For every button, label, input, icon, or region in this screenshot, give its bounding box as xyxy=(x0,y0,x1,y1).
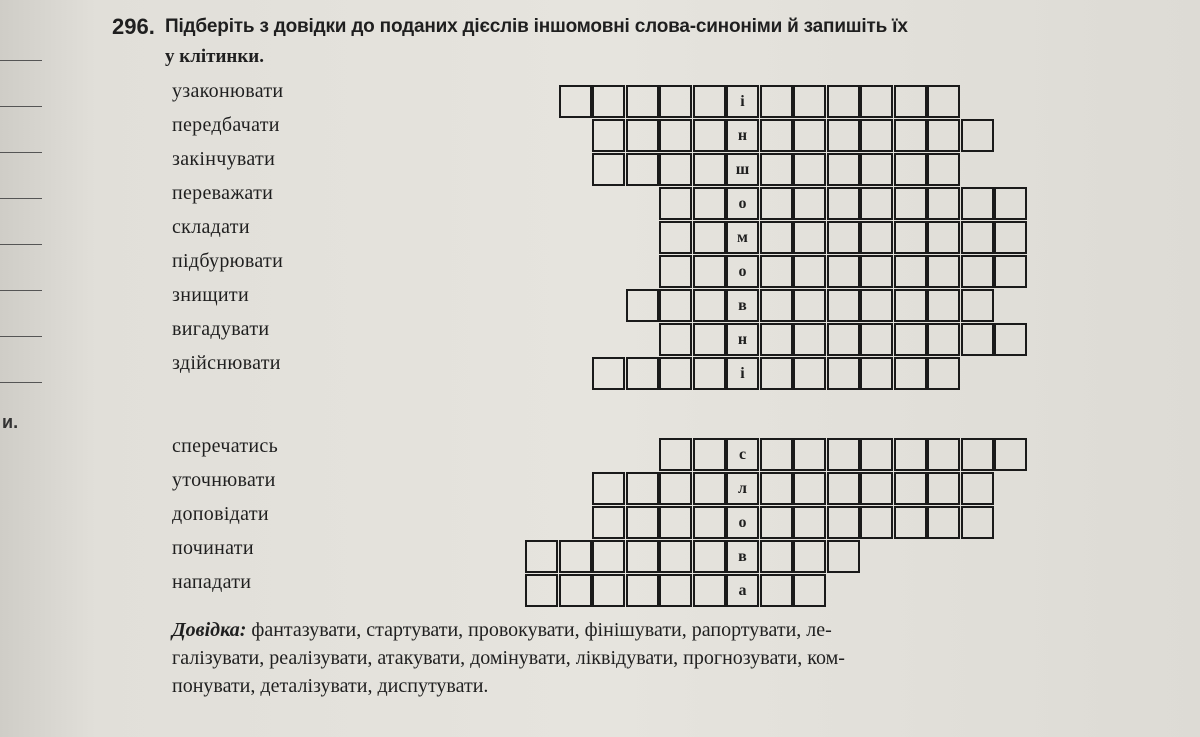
answer-cell[interactable] xyxy=(659,357,692,390)
answer-cell[interactable] xyxy=(927,255,960,288)
answer-cell[interactable] xyxy=(626,472,659,505)
answer-cell[interactable] xyxy=(760,153,793,186)
answer-cell[interactable] xyxy=(693,187,726,220)
answer-cell[interactable] xyxy=(927,472,960,505)
answer-cell[interactable] xyxy=(793,472,826,505)
answer-cell[interactable] xyxy=(927,438,960,471)
verb-label: нападати xyxy=(172,571,252,593)
answer-cell[interactable] xyxy=(827,85,860,118)
answer-cell[interactable] xyxy=(927,187,960,220)
answer-cell[interactable] xyxy=(827,255,860,288)
answer-cell[interactable] xyxy=(760,506,793,539)
answer-cell[interactable] xyxy=(659,289,692,322)
answer-cell[interactable] xyxy=(927,85,960,118)
verb-label: уточнювати xyxy=(172,469,276,491)
answer-cell[interactable] xyxy=(760,357,793,390)
answer-cell[interactable] xyxy=(592,472,625,505)
reference-line1: фантазувати, стартувати, провокувати, фінішувати, рапортувати, ле- xyxy=(251,619,832,641)
answer-cell[interactable] xyxy=(693,255,726,288)
answer-cell[interactable] xyxy=(994,221,1027,254)
answer-cell[interactable] xyxy=(592,574,625,607)
answer-cell[interactable] xyxy=(827,289,860,322)
answer-cell[interactable] xyxy=(927,357,960,390)
answer-cell[interactable] xyxy=(592,357,625,390)
answer-cell[interactable] xyxy=(894,119,927,152)
answer-cell[interactable] xyxy=(994,323,1027,356)
answer-cell[interactable] xyxy=(659,221,692,254)
task-text-line1: Підберіть з довідки до поданих дієслів іншомовні слова-синоніми й запишіть їх xyxy=(165,16,908,37)
reference-label: Довідка: xyxy=(172,619,247,641)
answer-cell[interactable] xyxy=(793,187,826,220)
answer-cell[interactable] xyxy=(760,119,793,152)
verb-label: сперечатись xyxy=(172,435,278,457)
reference-block xyxy=(172,616,1132,700)
answer-cell[interactable] xyxy=(827,472,860,505)
exercise-number: 296. xyxy=(112,14,155,39)
answer-cell[interactable] xyxy=(626,119,659,152)
answer-cell[interactable] xyxy=(793,540,826,573)
answer-cell[interactable] xyxy=(760,323,793,356)
answer-cell[interactable] xyxy=(760,472,793,505)
answer-cell[interactable] xyxy=(659,506,692,539)
answer-cell[interactable] xyxy=(793,506,826,539)
answer-cell[interactable] xyxy=(592,85,625,118)
margin-lines xyxy=(0,60,42,428)
verb-label: здійснювати xyxy=(172,352,281,374)
answer-cell[interactable] xyxy=(693,323,726,356)
answer-cell[interactable] xyxy=(760,540,793,573)
answer-cell[interactable] xyxy=(827,153,860,186)
key-letter-cell[interactable]: і xyxy=(726,357,759,390)
answer-cell[interactable] xyxy=(894,187,927,220)
answer-cell[interactable] xyxy=(894,438,927,471)
key-letter-cell[interactable]: і xyxy=(726,85,759,118)
verb-label: закінчувати xyxy=(172,148,276,170)
answer-cell[interactable] xyxy=(626,357,659,390)
answer-cell[interactable] xyxy=(860,323,893,356)
answer-cell[interactable] xyxy=(961,506,994,539)
answer-cell[interactable] xyxy=(592,153,625,186)
answer-cell[interactable] xyxy=(693,357,726,390)
answer-cell[interactable] xyxy=(994,187,1027,220)
margin-fragment: и. xyxy=(2,412,19,432)
verb-label: доповідати xyxy=(172,503,269,525)
answer-cell[interactable] xyxy=(860,85,893,118)
answer-cell[interactable] xyxy=(693,472,726,505)
key-letter-cell[interactable]: н xyxy=(726,323,759,356)
answer-cell[interactable] xyxy=(693,506,726,539)
answer-cell[interactable] xyxy=(592,506,625,539)
answer-cell[interactable] xyxy=(659,187,692,220)
verb-label: підбурювати xyxy=(172,250,284,272)
answer-cell[interactable] xyxy=(961,119,994,152)
key-letter-cell[interactable]: ш xyxy=(726,153,759,186)
answer-cell[interactable] xyxy=(760,574,793,607)
answer-cell[interactable] xyxy=(860,472,893,505)
key-letter-cell[interactable]: с xyxy=(726,438,759,471)
answer-cell[interactable] xyxy=(860,221,893,254)
key-letter-cell[interactable]: в xyxy=(726,540,759,573)
answer-cell[interactable] xyxy=(927,289,960,322)
answer-cell[interactable] xyxy=(860,187,893,220)
answer-cell[interactable] xyxy=(760,255,793,288)
answer-cell[interactable] xyxy=(693,289,726,322)
answer-cell[interactable] xyxy=(659,323,692,356)
answer-cell[interactable] xyxy=(760,289,793,322)
answer-cell[interactable] xyxy=(894,255,927,288)
answer-cell[interactable] xyxy=(525,540,558,573)
answer-cell[interactable] xyxy=(860,153,893,186)
answer-cell[interactable] xyxy=(927,506,960,539)
answer-cell[interactable] xyxy=(860,289,893,322)
answer-cell[interactable] xyxy=(927,153,960,186)
key-letter-cell[interactable]: л xyxy=(726,472,759,505)
answer-cell[interactable] xyxy=(693,574,726,607)
verb-label: знищити xyxy=(172,284,249,306)
key-letter-cell[interactable]: н xyxy=(726,119,759,152)
answer-cell[interactable] xyxy=(860,506,893,539)
answer-cell[interactable] xyxy=(961,323,994,356)
answer-cell[interactable] xyxy=(693,119,726,152)
answer-cell[interactable] xyxy=(626,540,659,573)
answer-cell[interactable] xyxy=(693,153,726,186)
answer-cell[interactable] xyxy=(894,506,927,539)
answer-cell[interactable] xyxy=(793,255,826,288)
answer-cell[interactable] xyxy=(592,119,625,152)
answer-cell[interactable] xyxy=(659,255,692,288)
answer-cell[interactable] xyxy=(961,289,994,322)
answer-cell[interactable] xyxy=(827,221,860,254)
answer-cell[interactable] xyxy=(793,119,826,152)
answer-cell[interactable] xyxy=(894,153,927,186)
answer-cell[interactable] xyxy=(626,506,659,539)
answer-cell[interactable] xyxy=(626,85,659,118)
answer-cell[interactable] xyxy=(793,574,826,607)
key-letter-cell[interactable]: о xyxy=(726,506,759,539)
answer-cell[interactable] xyxy=(659,153,692,186)
answer-cell[interactable] xyxy=(626,153,659,186)
reference-line3: понувати, деталізувати, диспутувати. xyxy=(172,675,489,697)
verb-label: передбачати xyxy=(172,114,280,136)
answer-cell[interactable] xyxy=(626,289,659,322)
answer-cell[interactable] xyxy=(961,187,994,220)
answer-cell[interactable] xyxy=(827,438,860,471)
answer-cell[interactable] xyxy=(659,438,692,471)
answer-cell[interactable] xyxy=(659,540,692,573)
answer-cell[interactable] xyxy=(961,438,994,471)
answer-cell[interactable] xyxy=(894,289,927,322)
answer-cell[interactable] xyxy=(994,255,1027,288)
answer-cell[interactable] xyxy=(894,221,927,254)
answer-cell[interactable] xyxy=(793,85,826,118)
answer-cell[interactable] xyxy=(592,540,625,573)
answer-cell[interactable] xyxy=(793,357,826,390)
answer-cell[interactable] xyxy=(860,438,893,471)
answer-cell[interactable] xyxy=(793,438,826,471)
answer-cell[interactable] xyxy=(860,119,893,152)
answer-cell[interactable] xyxy=(760,438,793,471)
answer-cell[interactable] xyxy=(693,221,726,254)
answer-cell[interactable] xyxy=(793,323,826,356)
answer-cell[interactable] xyxy=(827,323,860,356)
answer-cell[interactable] xyxy=(793,153,826,186)
answer-cell[interactable] xyxy=(659,574,692,607)
answer-cell[interactable] xyxy=(693,540,726,573)
answer-cell[interactable] xyxy=(559,574,592,607)
answer-cell[interactable] xyxy=(793,289,826,322)
key-letter-cell[interactable]: о xyxy=(726,187,759,220)
key-letter-cell[interactable]: м xyxy=(726,221,759,254)
answer-cell[interactable] xyxy=(894,357,927,390)
answer-cell[interactable] xyxy=(927,119,960,152)
answer-cell[interactable] xyxy=(827,187,860,220)
task-text-line2: у клітинки. xyxy=(165,46,265,67)
answer-cell[interactable] xyxy=(894,323,927,356)
answer-cell[interactable] xyxy=(927,323,960,356)
answer-cell[interactable] xyxy=(860,357,893,390)
answer-cell[interactable] xyxy=(961,255,994,288)
answer-cell[interactable] xyxy=(961,472,994,505)
key-letter-cell[interactable]: о xyxy=(726,255,759,288)
answer-cell[interactable] xyxy=(659,472,692,505)
verb-label: починати xyxy=(172,537,254,559)
answer-cell[interactable] xyxy=(693,85,726,118)
verb-label: вигадувати xyxy=(172,318,270,340)
answer-cell[interactable] xyxy=(894,85,927,118)
answer-cell[interactable] xyxy=(760,187,793,220)
answer-cell[interactable] xyxy=(626,574,659,607)
answer-cell[interactable] xyxy=(827,357,860,390)
answer-cell[interactable] xyxy=(693,438,726,471)
reference-line2: галізувати, реалізувати, атакувати, домінувати, ліквідувати, прогнозувати, ком- xyxy=(172,647,845,669)
answer-cell[interactable] xyxy=(525,574,558,607)
key-letter-cell[interactable]: а xyxy=(726,574,759,607)
answer-cell[interactable] xyxy=(827,119,860,152)
answer-cell[interactable] xyxy=(760,221,793,254)
answer-cell[interactable] xyxy=(927,221,960,254)
answer-cell[interactable] xyxy=(659,85,692,118)
answer-cell[interactable] xyxy=(559,540,592,573)
answer-cell[interactable] xyxy=(827,506,860,539)
answer-cell[interactable] xyxy=(860,255,893,288)
answer-cell[interactable] xyxy=(659,119,692,152)
answer-cell[interactable] xyxy=(961,221,994,254)
answer-cell[interactable] xyxy=(760,85,793,118)
answer-cell[interactable] xyxy=(827,540,860,573)
verb-label: узаконювати xyxy=(172,80,284,102)
answer-cell[interactable] xyxy=(894,472,927,505)
answer-cell[interactable] xyxy=(559,85,592,118)
answer-cell[interactable] xyxy=(994,438,1027,471)
verb-label: переважати xyxy=(172,182,274,204)
verb-label: складати xyxy=(172,216,250,238)
key-letter-cell[interactable]: в xyxy=(726,289,759,322)
answer-cell[interactable] xyxy=(793,221,826,254)
